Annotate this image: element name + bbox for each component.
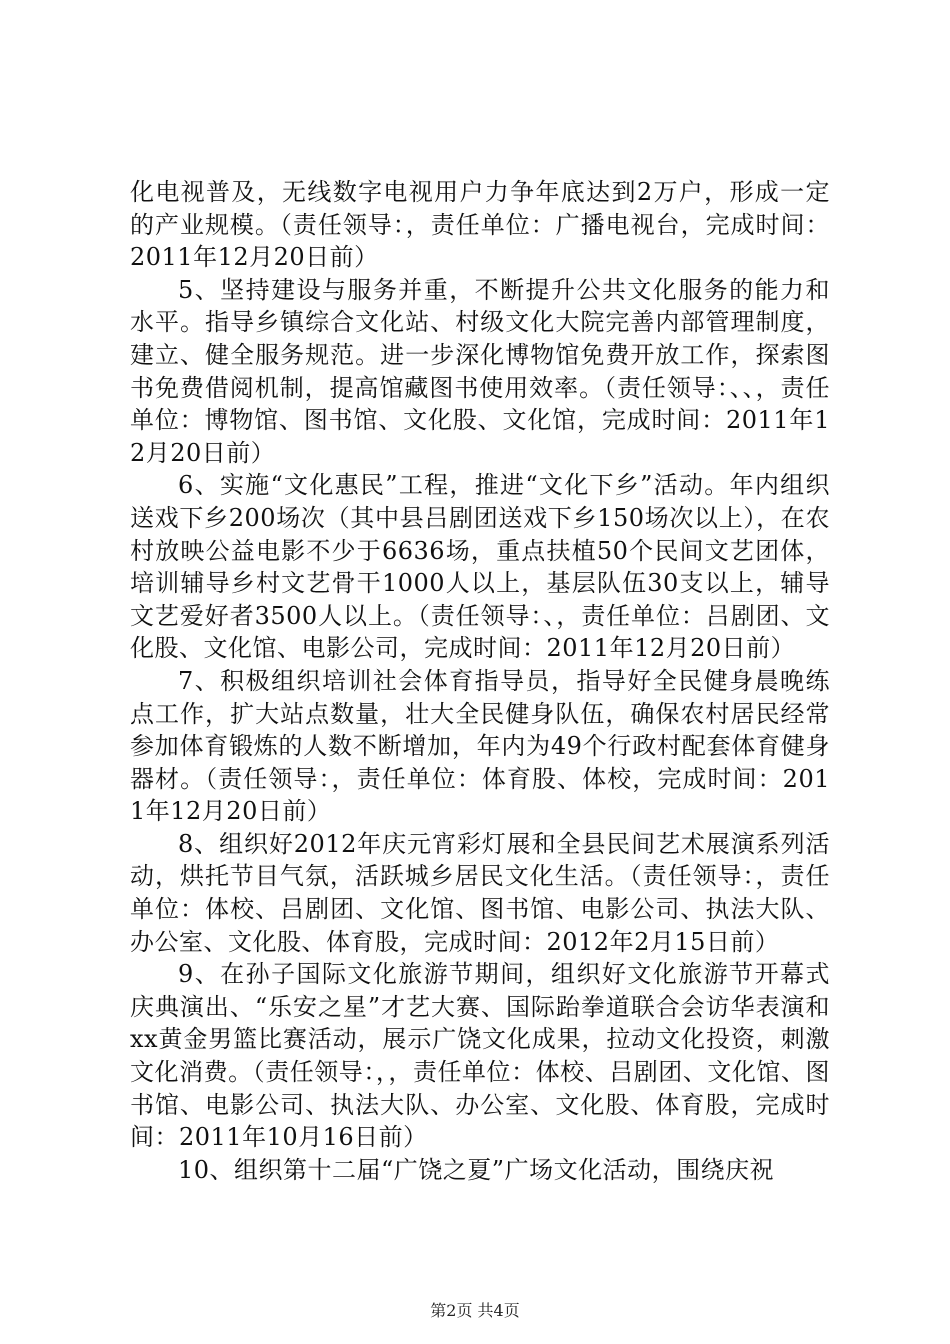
paragraph-item-10: 10、组织第十二届“广饶之夏”广场文化活动，围绕庆祝 [178,1155,775,1184]
page-number-footer: 第2页 共4页 [430,1301,520,1320]
paragraph-continued: 化电视普及，无线数字电视用户力争年底达到2万户，形成一定的产业规模。（责任领导：，责任单位：广播电视台，完成时间：2011年12月20日前） [130,178,830,272]
paragraph-item-8: 8、组织好2012年庆元宵彩灯展和全县民间艺术展演系列活动，烘托节目气氛，活跃城乡居民文化生活。（责任领导：，责任单位：体校、吕剧团、文化馆、图书馆、电影公司、执法大队、办公室、文化股、体育股，完成时间：2012年2月15日前） [130,829,830,956]
paragraph-item-9: 9、在孙子国际文化旅游节期间，组织好文化旅游节开幕式庆典演出、“乐安之星”才艺大赛、国际跆拳道联合会访华表演和xx黄金男篮比赛活动，展示广饶文化成果，拉动文化投资，刺激文化消费。（责任领导：，，责任单位：体校、吕剧团、文化馆、图书馆、电影公司、执法大队、办公室、文化股、体育股，完成时间：2011年10月16日前） [130,960,830,1152]
document-body [130,176,830,1186]
paragraph-item-7: 7、积极组织培训社会体育指导员，指导好全民健身晨晚练点工作，扩大站点数量，壮大全民健身队伍，确保农村居民经常参加体育锻炼的人数不断增加，年内为49个行政村配套体育健身器材。（责任领导：，责任单位：体育股、体校，完成时间：2011年12月20日前） [130,666,830,826]
paragraph-item-6: 6、实施“文化惠民”工程，推进“文化下乡”活动。年内组织送戏下乡200场次（其中县吕剧团送戏下乡150场次以上），在农村放映公益电影不少于6636场，重点扶植50个民间文艺团体，培训辅导乡村文艺骨干1000人以上，基层队伍30支以上，辅导文艺爱好者3500人以上。（责任领导：、，责任单位：吕剧团、文化股、文化馆、电影公司，完成时间：2011年12月20日前） [130,471,830,663]
paragraph-item-5: 5、坚持建设与服务并重，不断提升公共文化服务的能力和水平。指导乡镇综合文化站、村级文化大院完善内部管理制度，建立、健全服务规范。进一步深化博物馆免费开放工作，探索图书免费借阅机制，提高馆藏图书使用效率。（责任领导：、、，责任单位：博物馆、图书馆、文化股、文化馆，完成时间：2011年12月20日前） [130,275,830,467]
